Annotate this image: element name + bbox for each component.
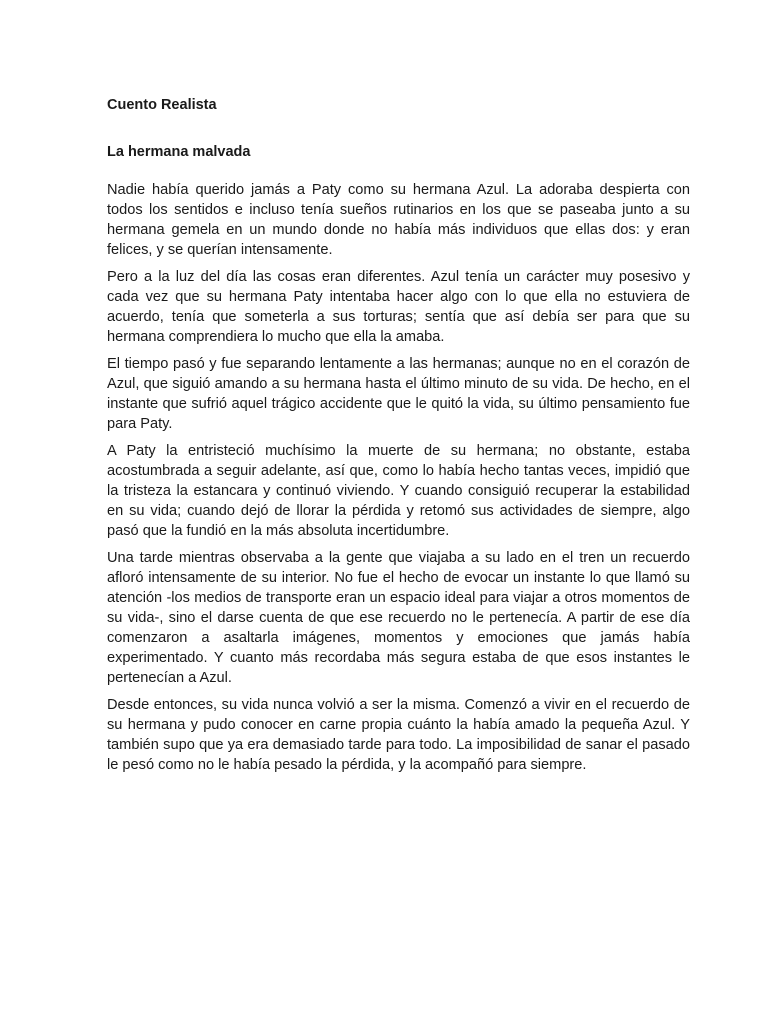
story-title: La hermana malvada xyxy=(107,144,251,160)
paragraph-5: Una tarde mientras observaba a la gente que viajaba a su lado en el tren un recuerdo afloró intensamente de su interior. No fue el hecho de evocar un instante lo que llamó su atención -los medios de transporte eran un espacio ideal para viajar a otros momentos de su vida-, sino el darse cuenta de que ese recuerdo no le pertenecía. A partir de ese día comenzaron a asaltarla imágenes, momentos y emociones que jamás había experimentado. Y cuanto más recordaba más segura estaba de que esos instantes le pertenecían a Azul. xyxy=(107,550,690,686)
paragraph-3: El tiempo pasó y fue separando lentamente a las hermanas; aunque no en el corazón de Azul, que siguió amando a su hermana hasta el último minuto de su vida. De hecho, en el instante que sufrió aquel trágico accidente que le quitó la vida, su último pensamiento fue para Paty. xyxy=(107,356,690,432)
document-page xyxy=(107,96,690,782)
document-title: Cuento Realista xyxy=(107,97,217,113)
paragraph-2: Pero a la luz del día las cosas eran diferentes. Azul tenía un carácter muy posesivo y cada vez que su hermana Paty intentaba hacer algo con lo que ella no estuviera de acuerdo, tenía que someterla a sus torturas; sentía que así debía ser para que su hermana comprendiera lo mucho que ella la amaba. xyxy=(107,269,690,345)
paragraph-1: Nadie había querido jamás a Paty como su hermana Azul. La adoraba despierta con todos los sentidos e incluso tenía sueños rutinarios en los que se paseaba junto a su hermana gemela en un mundo donde no había más individuos que ellas dos: y eran felices, y se querían intensamente. xyxy=(107,182,690,258)
paragraph-6: Desde entonces, su vida nunca volvió a ser la misma. Comenzó a vivir en el recuerdo de su hermana y pudo conocer en carne propia cuánto la había amado la pequeña Azul. Y también supo que ya era demasiado tarde para todo. La imposibilidad de sanar el pasado le pesó como no le había pesado la pérdida, y la acompañó para siempre. xyxy=(107,697,690,773)
paragraph-4: A Paty la entristeció muchísimo la muerte de su hermana; no obstante, estaba acostumbrada a seguir adelante, así que, como lo había hecho tantas veces, impidió que la tristeza la estancara y continuó viviendo. Y cuando consiguió recuperar la estabilidad en su vida; cuando dejó de llorar la pérdida y retomó sus actividades de siempre, algo pasó que la fundió en la más absoluta incertidumbre. xyxy=(107,443,690,539)
